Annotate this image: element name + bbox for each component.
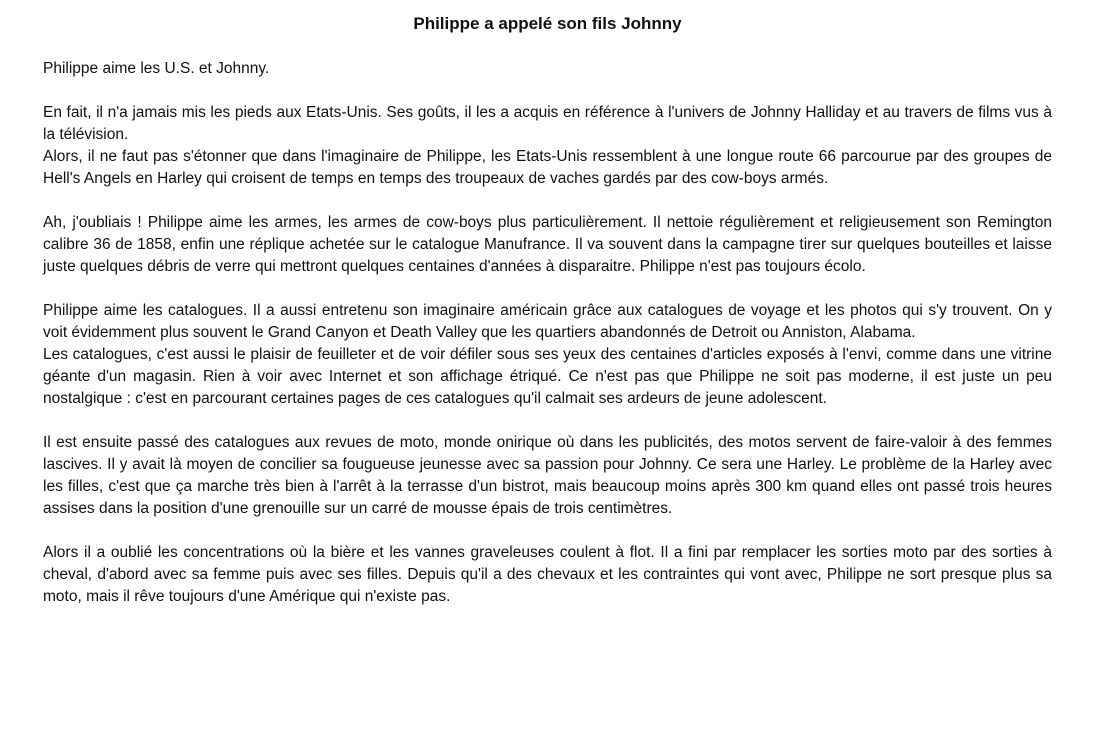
paragraph-3 (43, 212, 1052, 278)
paragraph-5 (43, 432, 1052, 520)
paragraph-line: Les catalogues, c'est aussi le plaisir de feuilleter et de voir défiler sous ses yeux des centaines d'articles exposés à l'envi, comme dans une vitrine géante d'un magasin. Rien à voir avec Internet et son affichage étriqué. Ce n'est pas que Philippe ne soit pas moderne, il est juste un peu nostalgique : c'est en parcourant certaines pages de ces catalogues qu'il calmait ses ardeurs de jeune adolescent. (43, 346, 1052, 407)
paragraph-line: Il est ensuite passé des catalogues aux revues de moto, monde onirique où dans les publicités, des motos servent de faire-valoir à des femmes lascives. Il y avait là moyen de concilier sa fougueuse jeunesse avec sa passion pour Johnny. Ce sera une Harley. Le problème de la Harley avec les filles, c'est que ça marche très bien à l'arrêt à la terrasse d'un bistrot, mais beaucoup moins après 300 km quand elles ont passé trois heures assises dans la position d'une grenouille sur un carré de mousse épais de trois centimètres. (43, 434, 1052, 517)
paragraph-6 (43, 542, 1052, 608)
page-title: Philippe a appelé son fils Johnny (413, 14, 682, 33)
paragraph-line: Alors il a oublié les concentrations où la bière et les vannes graveleuses coulent à flot. Il a fini par remplacer les sorties moto par des sorties à cheval, d'abord avec sa femme puis avec ses filles. Depuis qu'il a des chevaux et les contraintes qui vont avec, Philippe ne sort presque plus sa moto, mais il rêve toujours d'une Amérique qui n'existe pas. (43, 544, 1052, 605)
paragraph-line: Alors, il ne faut pas s'étonner que dans l'imaginaire de Philippe, les Etats-Unis ressemblent à une longue route 66 parcourue par des groupes de Hell's Angels en Harley qui croisent de temps en temps des troupeaux de vaches gardés par des cow-boys armés. (43, 148, 1052, 187)
paragraph-line: Philippe aime les catalogues. Il a aussi entretenu son imaginaire américain grâce aux catalogues de voyage et les photos qui s'y trouvent. On y voit évidemment plus souvent le Grand Canyon et Death Valley que les quartiers abandonnés de Detroit ou Anniston, Alabama. (43, 302, 1052, 341)
paragraph-line: Ah, j'oubliais ! Philippe aime les armes, les armes de cow-boys plus particulièrement. Il nettoie régulièrement et religieusement son Remington calibre 36 de 1858, enfin une réplique achetée sur le catalogue Manufrance. Il va souvent dans la campagne tirer sur quelques bouteilles et laisse juste quelques débris de verre qui mettront quelques centaines d'années à disparaitre. Philippe n'est pas toujours écolo. (43, 214, 1052, 275)
paragraph-line: Philippe aime les U.S. et Johnny. (43, 60, 270, 77)
paragraph-line: En fait, il n'a jamais mis les pieds aux Etats-Unis. Ses goûts, il les a acquis en référence à l'univers de Johnny Halliday et au travers de films vus à la télévision. (43, 104, 1052, 143)
paragraph-2 (43, 102, 1052, 190)
paragraph-4 (43, 300, 1052, 410)
paragraph-1 (43, 58, 1052, 80)
